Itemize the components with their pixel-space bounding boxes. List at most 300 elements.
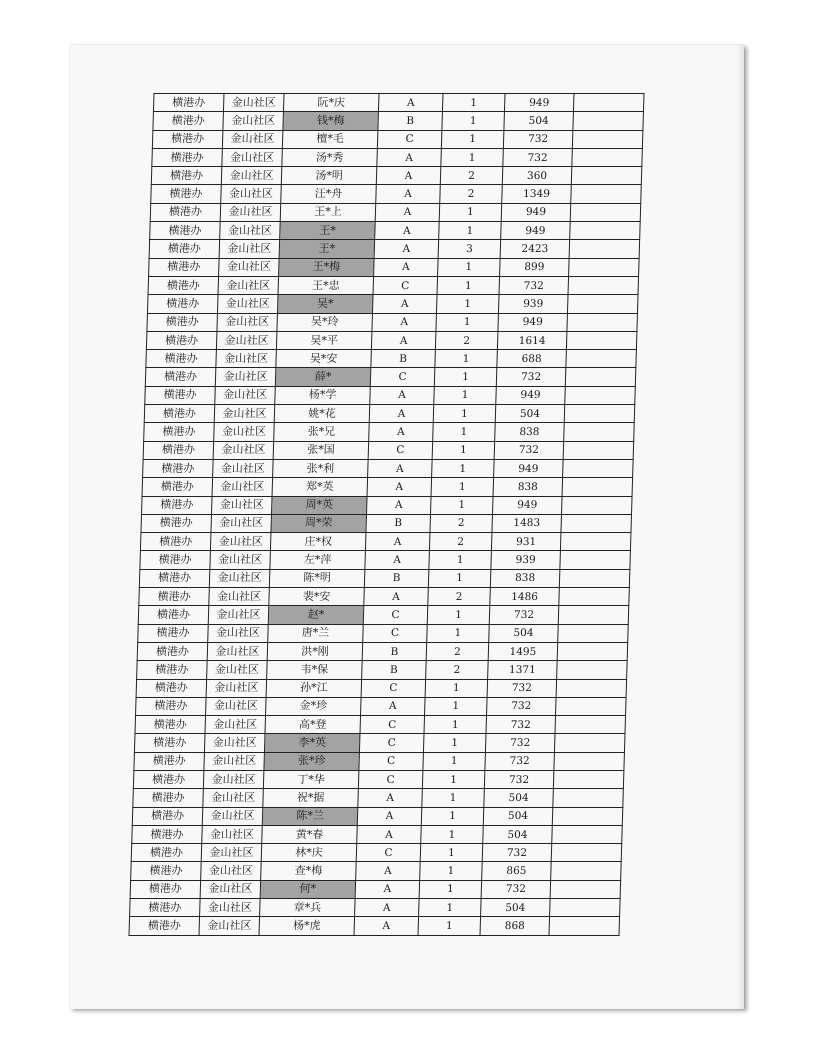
amount-cell: 360 [502,167,572,185]
table-body [129,94,644,936]
category-cell: B [364,569,429,587]
category-cell: A [370,386,435,404]
table-row [153,112,644,130]
community-cell: 金山社区 [221,185,282,203]
category-cell: A [374,258,439,276]
office-cell: 横港办 [140,533,211,551]
count-cell: 3 [438,240,501,258]
name-cell: 裴*安 [269,588,365,606]
category-cell: C [361,679,426,697]
remark-cell [557,642,628,660]
table-row [143,441,634,459]
table-row [146,350,637,368]
amount-cell: 732 [485,752,555,770]
amount-cell: 732 [487,679,557,697]
amount-cell: 732 [485,734,555,752]
remark-cell [552,807,623,825]
name-cell: 何* [260,880,356,898]
table-row [130,899,621,917]
table-row [142,496,633,514]
remark-cell [569,240,640,258]
name-cell: 薛* [275,368,371,386]
community-cell: 金山社区 [223,94,284,112]
amount-cell: 838 [495,423,565,441]
remark-cell [564,405,635,423]
community-cell: 金山社区 [223,112,284,130]
category-cell: A [368,459,433,477]
count-cell: 1 [434,386,497,404]
category-cell: A [372,313,437,331]
office-cell: 横港办 [131,844,202,862]
category-cell: A [375,203,440,221]
table-row [152,130,643,148]
category-cell: C [363,606,428,624]
table-row [134,734,625,752]
table-wrapper [128,93,643,936]
remark-cell [556,679,627,697]
office-cell: 横港办 [141,514,212,532]
amount-cell: 868 [480,917,550,935]
table-row [137,642,628,660]
amount-cell: 949 [494,459,564,477]
category-cell: A [355,880,420,898]
office-cell: 横港办 [149,258,220,276]
amount-cell: 732 [496,368,566,386]
name-cell: 张*国 [273,441,369,459]
table-row [139,588,630,606]
office-cell: 横港办 [150,203,221,221]
remark-cell [564,423,635,441]
category-cell: C [368,441,433,459]
office-cell: 横港办 [130,880,201,898]
table-row [148,276,639,294]
table-row [132,825,623,843]
category-cell: A [369,423,434,441]
count-cell: 1 [435,350,498,368]
office-cell: 横港办 [138,606,209,624]
count-cell: 2 [429,533,492,551]
community-cell: 金山社区 [204,752,265,770]
name-cell: 钱*梅 [283,112,379,130]
name-cell: 高*登 [265,716,361,734]
category-cell: B [378,112,443,130]
remark-cell [554,734,625,752]
office-cell: 横港办 [144,423,215,441]
table-row [133,789,624,807]
count-cell: 1 [424,716,487,734]
office-cell: 横港办 [133,770,204,788]
table-row [138,606,629,624]
table-row [136,679,627,697]
category-cell: A [358,789,423,807]
count-cell: 1 [432,459,495,477]
amount-cell: 732 [487,697,557,715]
community-cell: 金山社区 [209,569,270,587]
amount-cell: 1371 [488,661,558,679]
table-row [140,533,631,551]
category-cell: A [378,94,443,112]
community-cell: 金山社区 [203,789,264,807]
table-row [132,807,623,825]
category-cell: A [375,222,440,240]
category-cell: A [367,496,432,514]
category-cell: C [363,624,428,642]
office-cell: 横港办 [145,368,216,386]
table-row [145,386,636,404]
category-cell: C [356,844,421,862]
office-cell: 横港办 [146,331,217,349]
community-cell: 金山社区 [208,606,269,624]
remark-cell [566,350,637,368]
count-cell: 1 [431,496,494,514]
table-row [139,569,630,587]
amount-cell: 2423 [500,240,570,258]
office-cell: 横港办 [129,917,200,935]
office-cell: 横港办 [146,350,217,368]
amount-cell: 732 [489,606,559,624]
community-cell: 金山社区 [202,825,263,843]
count-cell: 2 [426,642,489,660]
office-cell: 横港办 [136,697,207,715]
office-cell: 横港办 [138,624,209,642]
count-cell: 1 [441,130,504,148]
name-cell: 陈*兰 [262,807,358,825]
remark-cell [551,844,622,862]
office-cell: 横港办 [139,588,210,606]
amount-cell: 732 [499,276,569,294]
remark-cell [560,551,631,569]
remark-cell [573,94,644,112]
name-cell: 汤*秀 [282,148,378,166]
category-cell: B [366,514,431,532]
community-cell: 金山社区 [220,222,281,240]
category-cell: A [357,807,422,825]
category-cell: C [360,716,425,734]
amount-cell: 1495 [488,642,558,660]
count-cell: 1 [442,112,505,130]
category-cell: A [372,295,437,313]
count-cell: 1 [427,624,490,642]
count-cell: 1 [421,825,484,843]
amount-cell: 1614 [497,331,567,349]
amount-cell: 939 [498,295,568,313]
remark-cell [567,313,638,331]
table-row [138,624,629,642]
name-cell: 李*英 [264,734,360,752]
office-cell: 横港办 [142,478,213,496]
name-cell: 周*荣 [271,514,367,532]
name-cell: 赵* [268,606,364,624]
amount-cell: 1486 [490,588,560,606]
amount-cell: 838 [490,569,560,587]
count-cell: 1 [422,789,485,807]
amount-cell: 732 [494,441,564,459]
amount-cell: 931 [491,533,561,551]
count-cell: 1 [420,844,483,862]
community-cell: 金山社区 [201,844,262,862]
community-cell: 金山社区 [200,880,261,898]
amount-cell: 732 [486,716,556,734]
name-cell: 黄*春 [262,825,358,843]
amount-cell: 865 [482,862,552,880]
table-row [136,697,627,715]
table-row [135,716,626,734]
amount-cell: 504 [483,825,553,843]
count-cell: 1 [433,405,496,423]
amount-cell: 1349 [502,185,572,203]
office-cell: 横港办 [136,679,207,697]
amount-cell: 732 [484,770,554,788]
office-cell: 横港办 [142,496,213,514]
community-cell: 金山社区 [222,148,283,166]
community-cell: 金山社区 [211,514,272,532]
name-cell: 汤*明 [281,167,377,185]
name-cell: 韦*保 [267,661,363,679]
amount-cell: 949 [501,222,571,240]
category-cell: A [374,240,439,258]
remark-cell [549,917,620,935]
category-cell: A [361,697,426,715]
community-cell: 金山社区 [204,734,265,752]
remark-cell [550,899,621,917]
count-cell: 1 [425,679,488,697]
office-cell: 横港办 [151,185,222,203]
amount-cell: 504 [484,789,554,807]
count-cell: 1 [429,551,492,569]
category-cell: A [377,148,442,166]
table-row [151,185,642,203]
name-cell: 张*利 [273,459,369,477]
remark-cell [563,441,634,459]
category-cell: C [373,276,438,294]
count-cell: 2 [435,331,498,349]
table-row [152,148,643,166]
remark-cell [572,130,643,148]
subsidy-table [128,93,644,936]
count-cell: 1 [427,606,490,624]
office-cell: 横港办 [137,642,208,660]
table-row [149,258,640,276]
remark-cell [559,588,630,606]
count-cell: 1 [432,441,495,459]
remark-cell [570,222,641,240]
community-cell: 金山社区 [208,624,269,642]
count-cell: 2 [440,185,503,203]
remark-cell [565,368,636,386]
name-cell: 吴*安 [276,350,372,368]
community-cell: 金山社区 [214,423,275,441]
count-cell: 1 [423,752,486,770]
name-cell: 杨*学 [275,386,371,404]
remark-cell [570,203,641,221]
name-cell: 郑*英 [272,478,368,496]
amount-cell: 939 [491,551,561,569]
table-row [149,240,640,258]
remark-cell [559,569,630,587]
remark-cell [571,185,642,203]
amount-cell: 504 [495,405,565,423]
table-row [151,167,642,185]
count-cell: 2 [428,588,491,606]
table-row [131,844,622,862]
community-cell: 金山社区 [212,478,273,496]
category-cell: A [376,167,441,185]
office-cell: 横港办 [144,405,215,423]
remark-cell [555,716,626,734]
remark-cell [571,167,642,185]
name-cell: 张*珍 [264,752,360,770]
remark-cell [562,496,633,514]
category-cell: B [362,642,427,660]
name-cell: 金*珍 [266,697,362,715]
community-cell: 金山社区 [219,240,280,258]
table-row [147,295,638,313]
name-cell: 陈*明 [269,569,365,587]
community-cell: 金山社区 [206,697,267,715]
remark-cell [565,386,636,404]
amount-cell: 949 [496,386,566,404]
count-cell: 1 [425,697,488,715]
amount-cell: 504 [483,807,553,825]
category-cell: A [367,478,432,496]
count-cell: 1 [423,734,486,752]
category-cell: A [357,825,422,843]
office-cell: 横港办 [152,130,223,148]
name-cell: 吴*玲 [277,313,373,331]
remark-cell [553,789,624,807]
table-row [137,661,628,679]
amount-cell: 1483 [492,514,562,532]
table-row [147,313,638,331]
community-cell: 金山社区 [200,899,261,917]
table-row [142,478,633,496]
name-cell: 祝*据 [263,789,359,807]
count-cell: 2 [426,661,489,679]
table-row [153,94,644,112]
name-cell: 杨*虎 [259,917,355,935]
amount-cell: 732 [481,880,551,898]
community-cell: 金山社区 [209,588,270,606]
category-cell: A [371,331,436,349]
count-cell: 1 [437,276,500,294]
community-cell: 金山社区 [217,295,278,313]
remark-cell [568,276,639,294]
name-cell: 章*兵 [260,899,356,917]
community-cell: 金山社区 [222,130,283,148]
community-cell: 金山社区 [207,661,268,679]
office-cell: 横港办 [131,862,202,880]
count-cell: 1 [419,880,482,898]
community-cell: 金山社区 [203,770,264,788]
remark-cell [550,880,621,898]
category-cell: A [365,533,430,551]
office-cell: 横港办 [134,752,205,770]
table-row [140,551,631,569]
category-cell: A [354,917,419,935]
count-cell: 1 [439,222,502,240]
office-cell: 横港办 [133,789,204,807]
office-cell: 横港办 [143,441,214,459]
office-cell: 横港办 [135,716,206,734]
name-cell: 丁*华 [263,770,359,788]
count-cell: 1 [441,148,504,166]
category-cell: A [376,185,441,203]
name-cell: 王* [280,222,376,240]
table-row [144,405,635,423]
community-cell: 金山社区 [214,405,275,423]
category-cell: B [371,350,436,368]
remark-cell [558,624,629,642]
table-row [134,752,625,770]
community-cell: 金山社区 [202,807,263,825]
remark-cell [558,606,629,624]
table-row [144,423,635,441]
count-cell: 1 [433,423,496,441]
table-row [131,862,622,880]
category-cell: A [365,551,430,569]
table-row [143,459,634,477]
category-cell: A [369,405,434,423]
count-cell: 2 [440,167,503,185]
remark-cell [554,752,625,770]
name-cell: 张*兄 [274,423,370,441]
name-cell: 王*梅 [279,258,375,276]
community-cell: 金山社区 [217,313,278,331]
community-cell: 金山社区 [213,459,274,477]
office-cell: 横港办 [147,295,218,313]
name-cell: 王*上 [280,203,376,221]
office-cell: 横港办 [139,569,210,587]
name-cell: 姚*花 [274,405,370,423]
category-cell: C [358,770,423,788]
table-row [146,331,637,349]
table-row [141,514,632,532]
count-cell: 1 [419,899,482,917]
count-cell: 1 [439,203,502,221]
community-cell: 金山社区 [215,368,276,386]
count-cell: 1 [422,770,485,788]
community-cell: 金山社区 [199,917,260,935]
name-cell: 唐*兰 [268,624,364,642]
remark-cell [557,661,628,679]
category-cell: C [377,130,442,148]
count-cell: 1 [436,295,499,313]
remark-cell [572,148,643,166]
office-cell: 横港办 [147,313,218,331]
office-cell: 横港办 [152,148,223,166]
remark-cell [567,295,638,313]
community-cell: 金山社区 [212,496,273,514]
name-cell: 查*梅 [261,862,357,880]
community-cell: 金山社区 [206,679,267,697]
table-row [129,917,620,935]
office-cell: 横港办 [143,459,214,477]
remark-cell [552,825,623,843]
category-cell: B [362,661,427,679]
category-cell: A [355,899,420,917]
remark-cell [560,533,631,551]
category-cell: C [359,752,424,770]
name-cell: 王* [279,240,375,258]
amount-cell: 732 [482,844,552,862]
remark-cell [563,459,634,477]
office-cell: 横港办 [148,276,219,294]
office-cell: 横港办 [132,825,203,843]
office-cell: 横港办 [137,661,208,679]
table-row [130,880,621,898]
amount-cell: 899 [500,258,570,276]
name-cell: 洪*刚 [267,642,363,660]
